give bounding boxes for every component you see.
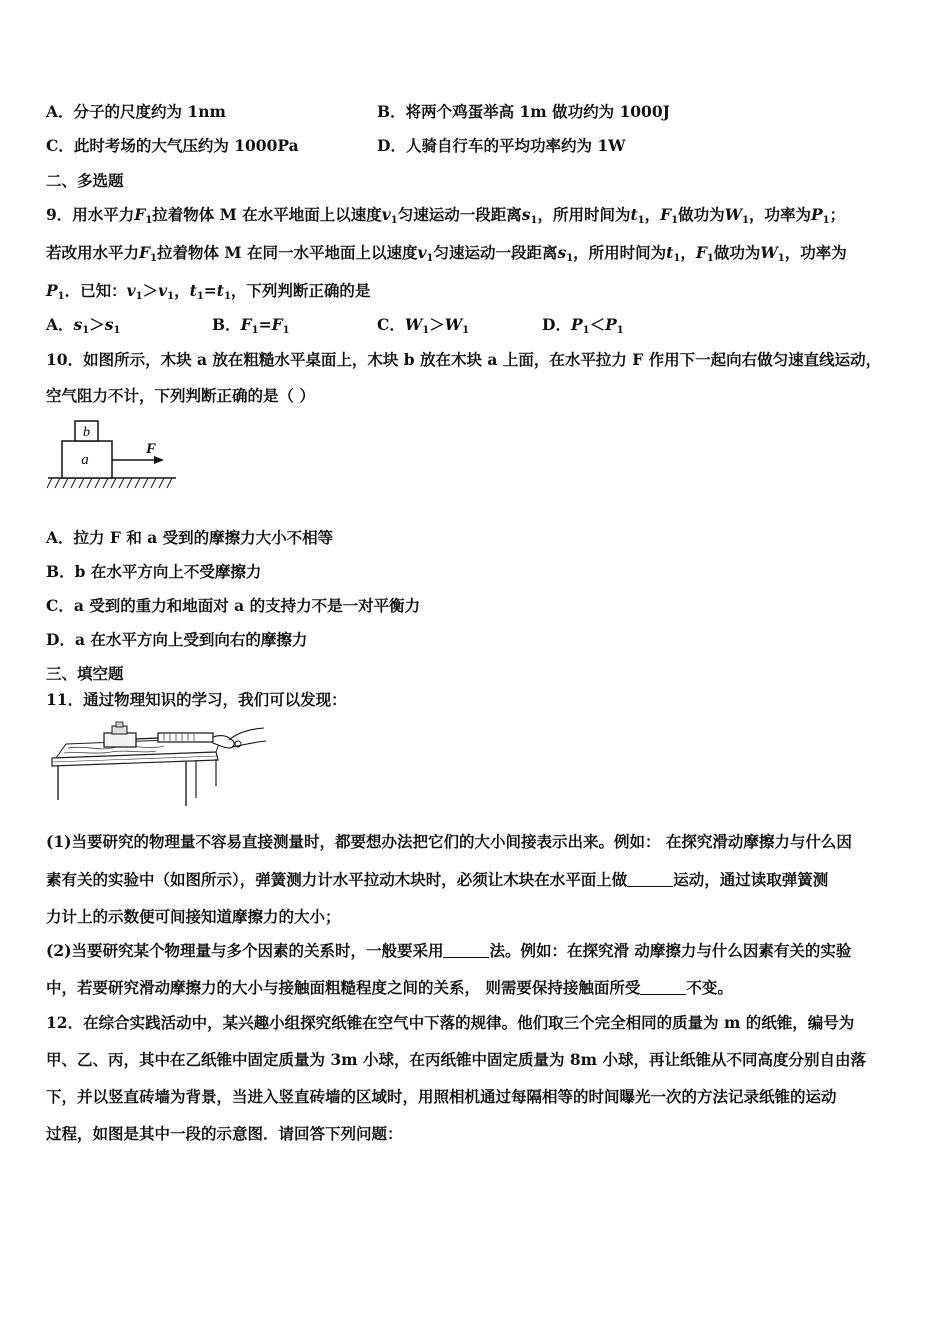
label-F: F bbox=[146, 441, 157, 457]
q11-part1-line-3: 力计上的示数便可间接知道摩擦力的大小； bbox=[46, 907, 341, 926]
answer-blank-2[interactable] bbox=[443, 943, 489, 958]
q9-line-1: 9．用水平力$F_1$拉着物体 M 在水平地面上以速度$v_1$匀速运动一段距离$s_1$，所用时间为$t_1$，$F_1$做功为$W_1$，功率为$P_1$； bbox=[46, 205, 846, 226]
q12-line-3: 下，并以竖直砖墙为背景，当进入竖直砖墙的区域时，用照相机通过每隔相等的时间曝光一次的方法记录纸锥的运动 bbox=[46, 1087, 837, 1106]
answer-blank-3[interactable] bbox=[640, 980, 686, 995]
q10-option-d: D．a 在水平方向上受到向右的摩擦力 bbox=[46, 630, 308, 649]
q12-line-2: 甲、乙、丙，其中在乙纸锥中固定质量为 3m 小球，在丙纸锥中固定质量为 8m 小球，再让纸锥从不同高度分别自由落 bbox=[46, 1050, 866, 1069]
q12-line-4: 过程，如图是其中一段的示意图．请回答下列问题： bbox=[46, 1124, 403, 1143]
q9-option-c: C．$W_1>W_1$ bbox=[377, 315, 470, 336]
label-a: a bbox=[81, 452, 89, 468]
q10-option-a: A．拉力 F 和 a 受到的摩擦力大小不相等 bbox=[46, 528, 334, 547]
q8-option-d: D．人骑自行车的平均功率约为 1W bbox=[377, 136, 626, 155]
section-heading-multiple-choice: 二、多选题 bbox=[46, 171, 124, 190]
q11-friction-figure bbox=[46, 718, 271, 810]
q11-part2-line-1: (2)当要研究某个物理量与多个因素的关系时，一般要采用 法。例如：在探究滑 动摩擦力与什么因素有关的实验 bbox=[46, 941, 852, 960]
q8-option-b: B．将两个鸡蛋举高 1m 做功约为 1000J bbox=[377, 102, 670, 121]
q9-line-2: 若改用水平力$F_1$拉着物体 M 在同一水平地面上以速度$v_1$匀速运动一段距离$s_1$，所用时间为$t_1$，$F_1$做功为$W_1$，功率为 bbox=[46, 243, 847, 264]
section-heading-fill-in: 三、填空题 bbox=[46, 664, 124, 683]
q11-part2-line-2: 中，若要研究滑动摩擦力的大小与接触面粗糙程度之间的关系， 则需要保持接触面所受 不变。 bbox=[46, 978, 733, 997]
q9-line-3: $P_1$．已知：$v_1>v_1$，$t_1=t_1$，下列判断正确的是 bbox=[46, 281, 371, 302]
q10-stem-line-2: 空气阻力不计，下列判断正确的是（ ） bbox=[46, 386, 315, 405]
arrowhead-icon bbox=[154, 456, 164, 464]
q11-part1-line-2: 素有关的实验中（如图所示），弹簧测力计水平拉动木块时，必须让木块在水平面上做 运动，通过读取弹簧测 bbox=[46, 870, 829, 889]
q9-option-a: A．$s_1>s_1$ bbox=[46, 315, 121, 336]
q8-option-c: C．此时考场的大气压约为 1000Pa bbox=[46, 136, 299, 155]
q10-option-c: C．a 受到的重力和地面对 a 的支持力不是一对平衡力 bbox=[46, 596, 421, 615]
q10-block-figure bbox=[46, 418, 186, 494]
q11-part1-line-1: (1)当要研究的物理量不容易直接测量时，都要想办法把它们的大小间接表示出来。例如： 在探究滑动摩擦力与什么因 bbox=[46, 832, 852, 851]
label-b: b bbox=[83, 425, 90, 440]
q9-option-d: D．$P_1<P_1$ bbox=[542, 315, 624, 336]
answer-blank-1[interactable] bbox=[627, 872, 673, 887]
spring-scale bbox=[158, 733, 213, 742]
q10-stem-line-1: 10．如图所示，木块 a 放在粗糙水平桌面上，木块 b 放在木块 a 上面，在水平拉力 F 作用下一起向右做匀速直线运动， bbox=[46, 350, 882, 369]
q11-intro: 11．通过物理知识的学习，我们可以发现： bbox=[46, 690, 347, 709]
q8-option-a: A．分子的尺度约为 1nm bbox=[46, 102, 226, 121]
q9-option-b: B．$F_1=F_1$ bbox=[212, 315, 290, 336]
q10-option-b: B．b 在水平方向上不受摩擦力 bbox=[46, 562, 262, 581]
wooden-block bbox=[104, 733, 136, 747]
q12-line-1: 12．在综合实践活动中，某兴趣小组探究纸锥在空气中下落的规律。他们取三个完全相同的质量为 m 的纸锥，编号为 bbox=[46, 1013, 855, 1032]
